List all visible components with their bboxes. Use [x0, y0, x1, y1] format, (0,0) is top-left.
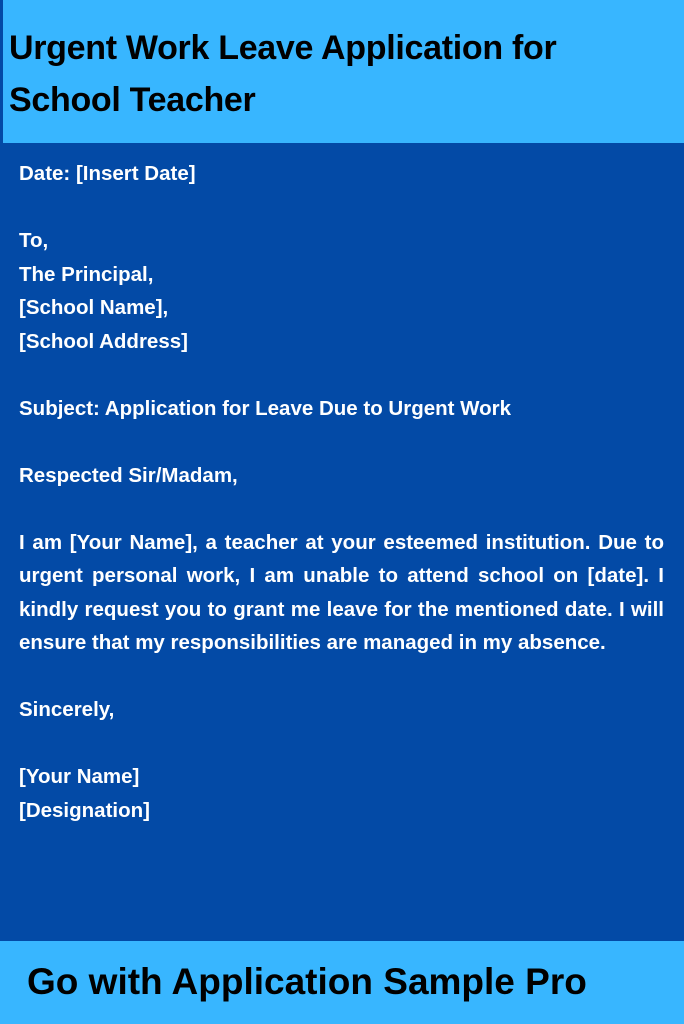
footer-tagline: Go with Application Sample Pro	[27, 961, 587, 1002]
letter-body-paragraph: I am [Your Name], a teacher at your esteemed institution. Due to urgent personal work, I am unable to attend school on [date]. I kindly request you to grant me leave for the mentioned date. I will ensure that my responsibilities are managed in my absence.	[19, 530, 664, 654]
letter-school-name: [School Name],	[19, 296, 169, 319]
letter-recipient: The Principal,	[19, 262, 154, 286]
page-title: Urgent Work Leave Application for School Teacher	[9, 29, 557, 119]
letter-body	[19, 157, 664, 827]
footer-banner	[0, 941, 684, 1024]
letter-designation: [Designation]	[19, 798, 150, 822]
letter-salutation: Respected Sir/Madam,	[19, 463, 238, 487]
letter-closing: Sincerely,	[19, 698, 115, 721]
letter-school-address: [School Address]	[19, 329, 188, 353]
letter-to: To,	[19, 229, 49, 252]
letter-sender-name: [Your Name]	[19, 765, 140, 788]
letter-subject: Subject: Application for Leave Due to Urgent Work	[19, 396, 512, 420]
letter-date: Date: [Insert Date]	[19, 162, 196, 185]
header-banner	[0, 0, 684, 143]
